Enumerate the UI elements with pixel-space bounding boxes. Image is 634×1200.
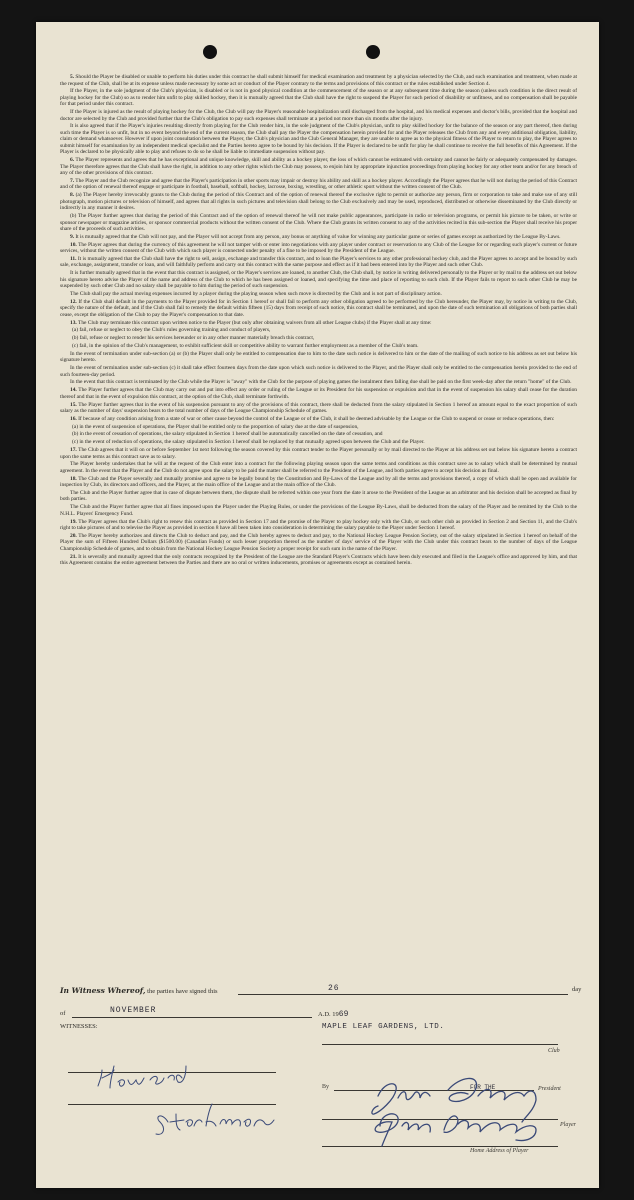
clause-paragraph (60, 88, 577, 108)
day-value: 26 (328, 984, 340, 993)
clause-paragraph (60, 109, 577, 122)
clause-text: It is mutually agreed that the Club will not pay, and the Player will not accept from any person, any bonus or anything of value for winning any particular game or series of games except as authorized by the League By-Laws. (75, 233, 561, 240)
clause-text: The Player agrees that during the currency of this agreement he will not tamper with or enter into negotiations with any player under contract or reservation to any Club of the League for or regarding such player's current or future services, without the written consent of the Club with which such player is connected under penalty of a fine to be imposed by the President of the League. (60, 241, 577, 255)
clause-text: (b) in the event of cessation of operations, the salary stipulated in Section 1 hereof shall be automatically cancelled on the date of cessation, and (72, 431, 383, 438)
clause-text: If the Player, in the sole judgment of the Club's physician, is disabled or is not in good physical condition at the commencement of the season or at any subsequent time during the season (unless such condition is the direct result of playing hockey for the Club) so as to render him unfit to play skilled hockey, then it is mutually agreed that the Club shall have the right to suspend the Player for such period of disability or unfitness, and no compensation shall be payable for that period under this contract. (60, 88, 577, 108)
witnesses-label: WITNESSES: (60, 1023, 98, 1030)
clause-number: 18. (70, 475, 77, 482)
year-value: 69 (338, 1010, 349, 1019)
clause-number: 13. (70, 319, 77, 326)
clause-text: (a) fail, refuse or neglect to obey the Club's rules governing training and conduct of players, (72, 327, 271, 334)
punch-hole (203, 45, 217, 59)
clause-text: It is severally and mutually agreed that the only contracts recognized by the President of the League are the Standard Player's Contracts which have been duly executed and filed in the League's office and approved by him, and that this Agreement contains the entire agreement between the Parties and there are no oral or written inducements, promises or agreements except as contained herein. (60, 553, 577, 567)
clause-paragraph (60, 387, 577, 400)
clause-paragraph (60, 157, 577, 177)
clause-paragraph (60, 74, 577, 87)
clause-paragraph (60, 351, 577, 364)
contract-clauses (60, 74, 577, 982)
witness-prefix: In Witness Whereof, (60, 986, 146, 995)
club-label: Club (548, 1048, 560, 1054)
clause-paragraph (60, 242, 577, 255)
clause-text: Should the Player be disabled or unable to perform his duties under this contract he shall submit himself for medical examination and treatment by a physician selected by the Club, and such examination and treatment, when made at the request of the Club, shall be at its expense unless made necessary by some act or conduct of the Player contrary to the terms and provisions of this contract or the rules established under Section 4. (60, 74, 577, 87)
clause-paragraph (60, 554, 577, 567)
clause-text: In the event that this contract is terminated by the Club while the Player is "away" with the Club for the purpose of playing games the instalment then falling due shall be paid on the first week-day after the return "home" of the Club. (70, 379, 572, 386)
clause-paragraph (60, 490, 577, 503)
clause-paragraph (60, 291, 577, 298)
clause-paragraph (60, 447, 577, 460)
clause-number: 7. (70, 177, 75, 184)
clause-paragraph (60, 335, 577, 342)
clause-paragraph (60, 178, 577, 191)
clause-paragraph (60, 213, 577, 233)
day-label: day (572, 986, 582, 993)
clause-text: (a) The Player hereby irrevocably grants to the Club during the period of this Contract and of the option of renewal thereof the exclusive right to permit or authorize any person, firm or corporation to take and make use of any still photograph, motion pictures or television of himself, and agrees that all rights in such pictures and television shall belong to the Club exclusively and may be used, reproduced, distributed or otherwise disseminated by the Club directly or indirectly in any manner it desires. (60, 192, 577, 212)
clause-paragraph (60, 192, 577, 212)
clause-number: 6. (70, 157, 75, 164)
home-address-label: Home Address of Player (470, 1148, 529, 1154)
for-the-label: FOR THE (470, 1084, 496, 1091)
clause-paragraph (60, 416, 577, 423)
clause-text: If the Player is injured as the result of playing hockey for the Club, the Club will pay the Player's reasonable hospitalization until discharged from the hospital, and his medical expenses and doctor's bills, provided that the hospital and doctor are selected by the Club and provided further that the Club's obligation to pay such expenses shall terminate at a period not more than six months after the injury. (60, 109, 577, 122)
clause-text: (a) in the event of suspension of operations, the Player shall be entitled only to the proportion of salary due at the date of suspension, (72, 423, 359, 430)
clause-paragraph (60, 234, 577, 241)
clause-text: The Player further agrees that in the event of his suspension pursuant to any of the provisions of this contract, there shall be deducted from the salary stipulated in Section 1 hereof an amount equal to the exact proportion of such salary as the number of days' suspension bears to the total number of days of the League Championship Schedule of games. (60, 401, 577, 415)
clause-number: 9. (70, 233, 75, 240)
clause-paragraph (60, 519, 577, 532)
clause-number: 8. (70, 192, 75, 199)
clause-text: The Player hereby authorizes and directs the Club to deduct and pay, and the Club hereby agrees to deduct and pay, to the National Hockey League Pension Society, out of the salary stipulated in Section 1 hereof on behalf of the Player the sum of Fifteen Hundred Dollars ($1500.00) (Canadian Funds) or such lesser proportion thereof as the number of days' service of the Player with the Club under this contract bears to the number of days of the League Championship Schedule of games, and to obtain from the National Hockey League Pension Society a proper receipt for such sum in the name of the Player. (60, 532, 577, 552)
month-line (72, 1017, 312, 1018)
day-line (238, 994, 568, 995)
of-label: of (60, 1010, 66, 1017)
clause-text: The Player further agrees that the Club may carry out and put into effect any order or ruling of the League or its President for his suspension or expulsion and that in the event of suspension his salary shall cease for the duration thereof and that in the event of expulsion this contract, at the option of the Club, shall terminate forthwith. (60, 387, 577, 400)
clause-text: The Player hereby undertakes that he will at the request of the Club enter into a contract for the following playing season upon the same terms and conditions as this contract save as to salary which shall be determined by mutual agreement. In the event that the Player and the Club do not agree upon the salary to be paid the matter shall be referred to the President of the League, and both parties agree to accept his decision as final. (60, 461, 577, 474)
clause-paragraph (60, 343, 577, 350)
clause-text: It is also agreed that if the Player's injuries resulting directly from playing for the Club render him, in the sole judgment of the Club's physician, unfit to play skilled hockey for the balance of the season or any part thereof, then during such time the Player is so unfit, but in no event beyond the end of the current season, the Club shall pay the Player the compensation herein provided for and the Player releases the Club from any and every additional obligation, liability, claim or demand whatsoever. However if upon joint consultation between the Player, the Club's physician and the Club General Manager, they are unable to agree as to the physical fitness of the Player to return to play, the Player agrees to submit himself for examination by an independent medical specialist and the Parties hereto agree to be bound by his decision. If the Player is declared to be unfit for play he shall continue to receive the full benefits of this Agreement. If the Player is declared to be physically able to play and refuses to do so he shall be liable to immediate suspension without pay. (60, 123, 577, 156)
clause-number: 11. (70, 255, 77, 262)
clause-number: 20. (70, 532, 77, 539)
clause-text: In the event of termination under sub-section (a) or (b) the Player shall only be entitled to compensation due to him to the date such notice is delivered to him or the date of the mailing of such notice to his address as set out below his signature hereto. (60, 350, 577, 364)
clause-text: The Club and the Player further agree that all fines imposed upon the Player under the Playing Rules, or under the provisions of the League By-Laws, shall be deducted from the salary of the Player and be remitted by the Club to the N.H.L. Players' Emergency Fund. (60, 504, 577, 517)
clause-text: (b) fail, refuse or neglect to render his services hereunder or in any other manner materially breach this contract, (72, 335, 315, 342)
president-signature (340, 1060, 570, 1154)
clause-number: 10. (70, 241, 77, 248)
club-name: MAPLE LEAF GARDENS, LTD. (322, 1023, 445, 1031)
witness-signature (94, 1056, 294, 1154)
clause-paragraph (60, 379, 577, 386)
clause-paragraph (60, 365, 577, 378)
clause-paragraph (60, 270, 577, 290)
witness-statement (60, 986, 218, 995)
clause-number: 15. (70, 401, 77, 408)
player-label: Player (560, 1122, 576, 1128)
clause-text: The Club and the Player further agree that in case of dispute between them, the dispute shall be referred within one year from the date it arose to the President of the League as an arbitrator and his decision shall be accepted as final by both parties. (60, 489, 577, 503)
year-label: A.D. 1969 (318, 1010, 349, 1019)
clause-paragraph (60, 299, 577, 319)
clause-paragraph (60, 476, 577, 489)
clause-paragraph (60, 123, 577, 156)
clause-text: The Player and the Club recognize and agree that the Player's participation in other sports may impair or destroy his ability and skill as a hockey player. Accordingly the Player agrees that he will not during the period of this Contract and of the option of renewal thereof engage or participate in football, baseball, softball, hockey, lacrosse, boxing, wrestling, or other athletic sport without the written consent of the Club. (60, 177, 577, 191)
clause-text: The Player agrees that the Club's right to renew this contract as provided in Section 17 and the promise of the Player to play hockey only with the Club, or such other club as provided in Section 2 and Section 11, and the Club's right to take pictures of and to televise the Player as provided in section 8 have all been taken into consideration in determining the salary payable to the Player under Section 1 hereof. (60, 518, 577, 531)
clause-text: (c) fail, in the opinion of the Club's management, to exhibit sufficient skill or competitive ability to warrant further employment as a member of the Club's team. (72, 343, 419, 350)
clause-paragraph (60, 431, 577, 438)
punch-hole (366, 45, 380, 59)
clause-text: In the event of termination under sub-section (c) it shall take effect fourteen days from the date upon which such notice is delivered to the Player, and the Player shall only be entitled to the compensation herein provided to the end of such fourteen-day period. (60, 365, 577, 378)
president-label: President (538, 1086, 561, 1092)
clause-number: 21. (70, 553, 77, 560)
clause-number: 14. (70, 387, 77, 394)
clause-text: The Club and the Player severally and mutually promise and agree to be legally bound by the Constitution and By-Laws of the League and by all the terms and provisions thereof, a copy of which shall be open and available for inspection by Club, its directors and officers, and the Player, at the main office of the League and at the main office of the Club. (60, 475, 577, 489)
clause-text: If because of any condition arising from a state of war or other cause beyond the control of the League or of the Club, it shall be deemed advisable by the League or the Club to suspend or cease or reduce operations, then: (78, 415, 555, 422)
clause-number: 5. (70, 74, 75, 80)
month-value: NOVEMBER (110, 1006, 157, 1015)
clause-text: It is further mutually agreed that in the event that this contract is assigned, or the Player's services are loaned, to another Club, the Club shall, by notice in writing delivered personally to the Player or by mail to the address set out below his signature hereto advise the Player of the name and address of the Club to which he has been assigned or loaned, and specifying the time and place of reporting to such club. If the Player fails to report to such other Club he may be suspended by such other Club and no salary shall be payable to him during the period of such suspension. (60, 270, 577, 290)
clause-text: (c) in the event of reduction of operations, the salary stipulated in Section 1 hereof shall be replaced by that mutually agreed upon between the Club and the Player. (72, 439, 425, 446)
clause-paragraph (60, 461, 577, 474)
clause-number: 19. (70, 518, 77, 525)
witness-text: the parties have signed this (147, 988, 218, 995)
clause-text: The Club shall pay the actual moving expenses incurred by a player during the playing season when such move is directed by the Club and is not part of disciplinary action. (70, 291, 442, 298)
clause-number: 16. (70, 415, 77, 422)
clause-paragraph (60, 424, 577, 431)
clause-paragraph (60, 320, 577, 327)
clause-paragraph (60, 402, 577, 415)
clause-text: The Player represents and agrees that he has exceptional and unique knowledge, skill and ability as a hockey player, the loss of which cannot be estimated with certainty and cannot be fairly or adequately compensated by damages. The Player therefore agrees that the Club shall have the right, in addition to any other rights which the Club may possess, to enjoin him by appropriate injunction proceedings from playing hockey for any other team and/or for any breach of any of the other provisions of this contract. (60, 157, 577, 177)
by-label: By (322, 1084, 330, 1090)
clause-paragraph (60, 533, 577, 553)
clause-number: 12. (70, 298, 77, 305)
clause-paragraph (60, 327, 577, 334)
clause-text: The Club may terminate this contract upon written notice to the Player (but only after obtaining waivers from all other League clubs) if the Player shall at any time: (78, 319, 432, 326)
clause-text: It is mutually agreed that the Club shall have the right to sell, assign, exchange and transfer this contract, and to loan the Player's services to any other professional hockey club, and the Player agrees to accept and be bound by such sale, exchange, assignment, transfer or loan, and will faithfully perform and carry out this contract with the same purpose and effect as if it had been entered into by the Player and such other Club. (60, 255, 577, 269)
clause-text: (b) The Player further agrees that during the period of this Contract and of the option of renewal thereof he will not make public appearances, participate in radio or television programs, or permit his picture to be taken, or write or sponsor newspaper or magazine articles, or sponsor commercial products without the written consent of the Club. Where the Club grants its written consent to any of the activities recited in this sub-section the Player shall receive his proper share of the proceeds of such activities. (60, 213, 577, 233)
club-line (322, 1044, 558, 1045)
clause-paragraph (60, 504, 577, 517)
clause-text: The Club agrees that it will on or before September 1st next following the season covered by this contract tender to the Player personally or by mail directed to the Player at his address set out below his signature hereto a contract upon the same terms as this contract save as to salary. (60, 447, 577, 460)
clause-paragraph (60, 439, 577, 446)
clause-paragraph (60, 256, 577, 269)
clause-number: 17. (70, 447, 77, 454)
contract-page (36, 22, 599, 1188)
clause-text: If the Club shall default in the payments to the Player provided for in Section 1 hereof or shall fail to perform any other obligation agreed to be performed by the Club hereunder, the Player may, by notice in writing to the Club, specify the nature of the default, and if the Club shall fail to remedy the default within fifteen (15) days from receipt of such notice, this contract shall be terminated, and upon the date of such termination all obligations of both parties shall cease, except the obligation of the Club to pay the Player's compensation to that date. (60, 298, 577, 318)
